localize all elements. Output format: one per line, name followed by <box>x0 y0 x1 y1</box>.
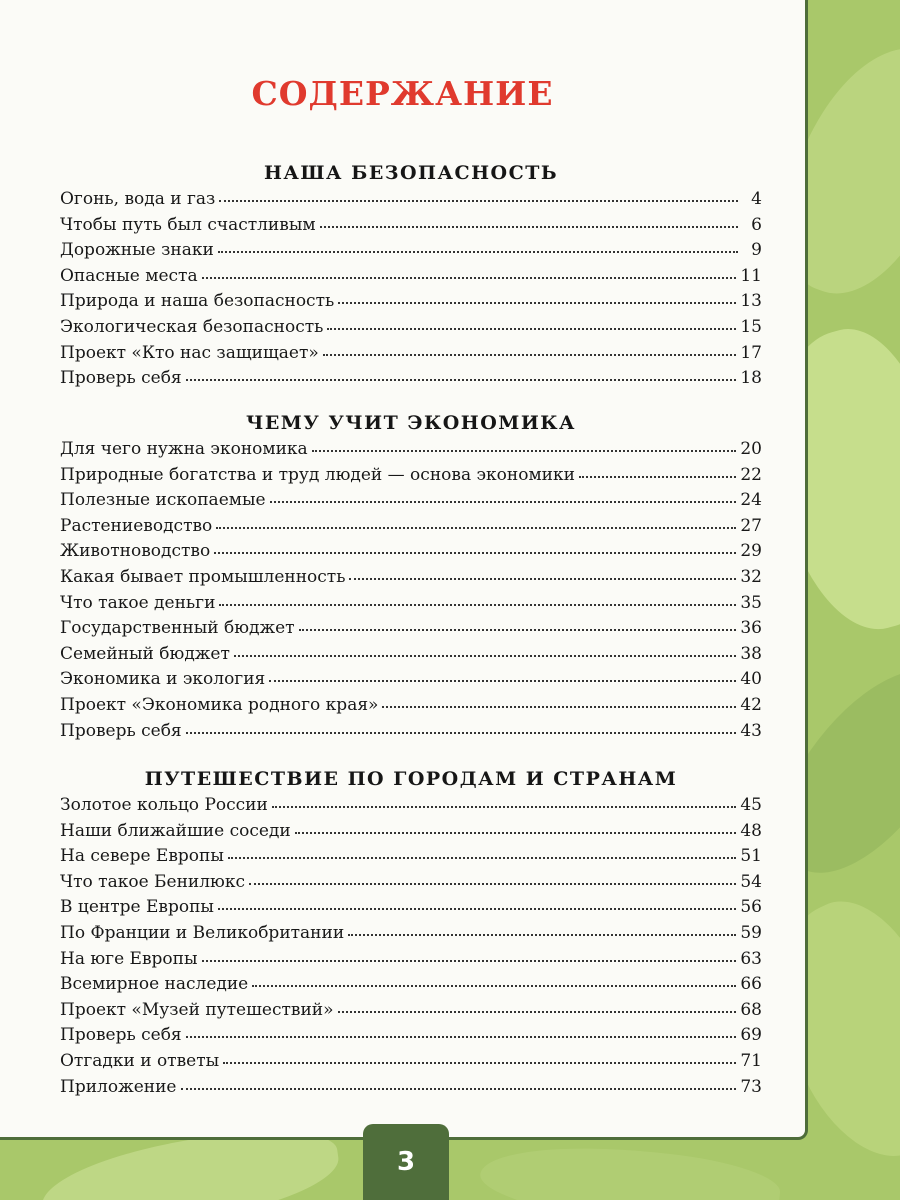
entry-title: Проект «Экономика родного края» <box>60 694 379 715</box>
entry-page: 54 <box>740 871 762 892</box>
page-title: СОДЕРЖАНИЕ <box>251 74 554 113</box>
toc-entry[interactable] <box>60 263 762 289</box>
dot-leader <box>219 184 738 202</box>
toc-entry[interactable] <box>60 436 762 462</box>
entry-page: 4 <box>751 189 762 209</box>
toc-entry[interactable] <box>60 590 762 616</box>
section-heading: НАША БЕЗОПАСНОСТЬ <box>263 162 559 184</box>
entry-title: Всемирное наследие <box>60 974 249 995</box>
entry-page: 59 <box>740 922 762 943</box>
dot-leader <box>218 235 738 253</box>
toc-entry[interactable] <box>60 1048 762 1074</box>
entry-page: 43 <box>740 720 762 741</box>
dot-leader <box>270 485 737 503</box>
dot-leader <box>269 664 736 682</box>
toc-entry[interactable] <box>60 615 762 641</box>
entry-page: 13 <box>740 291 762 312</box>
entry-page: 68 <box>740 999 762 1020</box>
leaf-decoration <box>477 1135 783 1200</box>
dot-leader <box>186 1020 737 1038</box>
entry-title: Растениеводство <box>60 515 213 536</box>
dot-leader <box>186 716 737 734</box>
toc-entry[interactable] <box>60 894 762 920</box>
entry-title: Отгадки и ответы <box>60 1050 220 1071</box>
entry-title: В центре Европы <box>60 897 214 918</box>
entry-page: 69 <box>740 1025 762 1046</box>
toc-entry[interactable] <box>60 946 762 972</box>
entry-title: Для чего нужна экономика <box>60 439 308 459</box>
entry-page: 42 <box>740 694 762 715</box>
toc-entry[interactable] <box>60 212 762 238</box>
dot-leader <box>338 286 736 304</box>
entry-title: Огонь, вода и газ <box>60 189 216 209</box>
entry-page: 48 <box>740 820 762 841</box>
toc-entry[interactable] <box>60 920 762 946</box>
toc-entry[interactable] <box>60 818 762 844</box>
entry-page: 27 <box>740 515 762 536</box>
dot-leader <box>219 588 736 606</box>
dot-leader <box>338 995 737 1013</box>
entry-title: Проверь себя <box>60 1025 182 1046</box>
toc-section <box>60 160 762 391</box>
entry-title: Что такое Бенилюкс <box>60 871 246 892</box>
entry-page: 36 <box>740 618 762 639</box>
entry-page: 24 <box>740 490 762 511</box>
entry-page: 66 <box>740 974 762 995</box>
entry-title: Животноводство <box>60 541 211 562</box>
entry-page: 38 <box>740 643 762 664</box>
entry-page: 20 <box>740 439 762 459</box>
toc-entry[interactable] <box>60 538 762 564</box>
dot-leader <box>320 210 738 228</box>
toc-entry[interactable] <box>60 692 762 718</box>
toc-entry[interactable] <box>60 340 762 366</box>
entry-page: 51 <box>740 846 762 867</box>
entry-title: Проверь себя <box>60 368 182 389</box>
dot-leader <box>214 536 736 554</box>
toc-entry[interactable] <box>60 314 762 340</box>
entry-title: Проверь себя <box>60 720 182 741</box>
dot-leader <box>299 613 737 631</box>
dot-leader <box>382 690 736 708</box>
entry-title: Что такое деньги <box>60 592 216 613</box>
toc-entry[interactable] <box>60 792 762 818</box>
entry-title: Дорожные знаки <box>60 240 214 261</box>
entry-title: Государственный бюджет <box>60 618 295 639</box>
entry-page: 22 <box>740 464 762 485</box>
entry-page: 17 <box>740 342 762 363</box>
toc-entry[interactable] <box>60 666 762 692</box>
dot-leader <box>181 1072 737 1090</box>
dot-leader <box>295 816 737 834</box>
dot-leader <box>202 944 737 962</box>
toc-entry[interactable] <box>60 365 762 391</box>
entry-title: По Франции и Великобритании <box>60 922 345 943</box>
entry-page: 9 <box>751 240 762 261</box>
toc-entry[interactable] <box>60 997 762 1023</box>
entry-title: Наши ближайшие соседи <box>60 820 291 841</box>
entry-page: 32 <box>740 566 762 587</box>
entry-page: 29 <box>740 541 762 562</box>
entry-page: 40 <box>740 669 762 690</box>
entry-title: Чтобы путь был счастливым <box>60 214 316 235</box>
entry-title: Проект «Музей путешествий» <box>60 999 334 1020</box>
dot-leader <box>216 511 736 529</box>
dot-leader <box>579 460 736 478</box>
toc-section <box>60 410 762 743</box>
entry-title: Приложение <box>60 1076 177 1097</box>
entry-title: Какая бывает промышленность <box>60 566 346 587</box>
toc-entry[interactable] <box>60 1022 762 1048</box>
toc-entry[interactable] <box>60 843 762 869</box>
entry-title: Экономика и экология <box>60 669 266 690</box>
entry-page: 45 <box>740 795 762 815</box>
toc-entry[interactable] <box>60 564 762 590</box>
toc-entry[interactable] <box>60 971 762 997</box>
entry-title: На юге Европы <box>60 948 198 969</box>
entry-page: 35 <box>740 592 762 613</box>
dot-leader <box>228 841 736 859</box>
toc-entry[interactable] <box>60 513 762 539</box>
entry-page: 11 <box>740 265 762 286</box>
entry-title: На севере Европы <box>60 846 224 867</box>
dot-leader <box>234 639 736 657</box>
toc-entry[interactable] <box>60 288 762 314</box>
dot-leader <box>218 892 736 910</box>
entry-title: Природа и наша безопасность <box>60 291 335 312</box>
entry-title: Проект «Кто нас защищает» <box>60 342 319 363</box>
dot-leader <box>252 969 736 987</box>
toc-entry[interactable] <box>60 641 762 667</box>
entry-page: 15 <box>740 316 762 337</box>
dot-leader <box>272 790 737 808</box>
toc-entry[interactable] <box>60 718 762 744</box>
dot-leader <box>223 1046 736 1064</box>
toc-entry[interactable] <box>60 487 762 513</box>
dot-leader <box>202 261 737 279</box>
toc-entry[interactable] <box>60 869 762 895</box>
toc-entry[interactable] <box>60 1074 762 1100</box>
dot-leader <box>323 338 737 356</box>
entry-title: Природные богатства и труд людей — основа экономики <box>60 464 575 485</box>
section-heading: ЧЕМУ УЧИТ ЭКОНОМИКА <box>245 412 577 434</box>
entry-title: Полезные ископаемые <box>60 490 266 511</box>
entry-page: 73 <box>740 1076 762 1097</box>
section-heading: ПУТЕШЕСТВИЕ ПО ГОРОДАМ И СТРАНАМ <box>144 768 678 790</box>
entry-title: Экологическая безопасность <box>60 316 324 337</box>
dot-leader <box>348 918 736 936</box>
entry-page: 18 <box>740 368 762 389</box>
page-number-tab: 3 <box>363 1124 449 1200</box>
entry-page: 63 <box>740 948 762 969</box>
entry-title: Семейный бюджет <box>60 643 230 664</box>
toc-entry[interactable] <box>60 237 762 263</box>
entry-page: 6 <box>751 214 762 235</box>
entry-title: Золотое кольцо России <box>60 795 268 815</box>
dot-leader <box>186 363 737 381</box>
toc-entry[interactable] <box>60 462 762 488</box>
dot-leader <box>349 562 736 580</box>
toc-section <box>60 766 762 1099</box>
entry-page: 71 <box>740 1050 762 1071</box>
entry-title: Опасные места <box>60 265 198 286</box>
dot-leader <box>327 312 736 330</box>
toc-entry[interactable] <box>60 186 762 212</box>
entry-page: 56 <box>740 897 762 918</box>
dot-leader <box>249 867 736 885</box>
dot-leader <box>312 434 737 452</box>
